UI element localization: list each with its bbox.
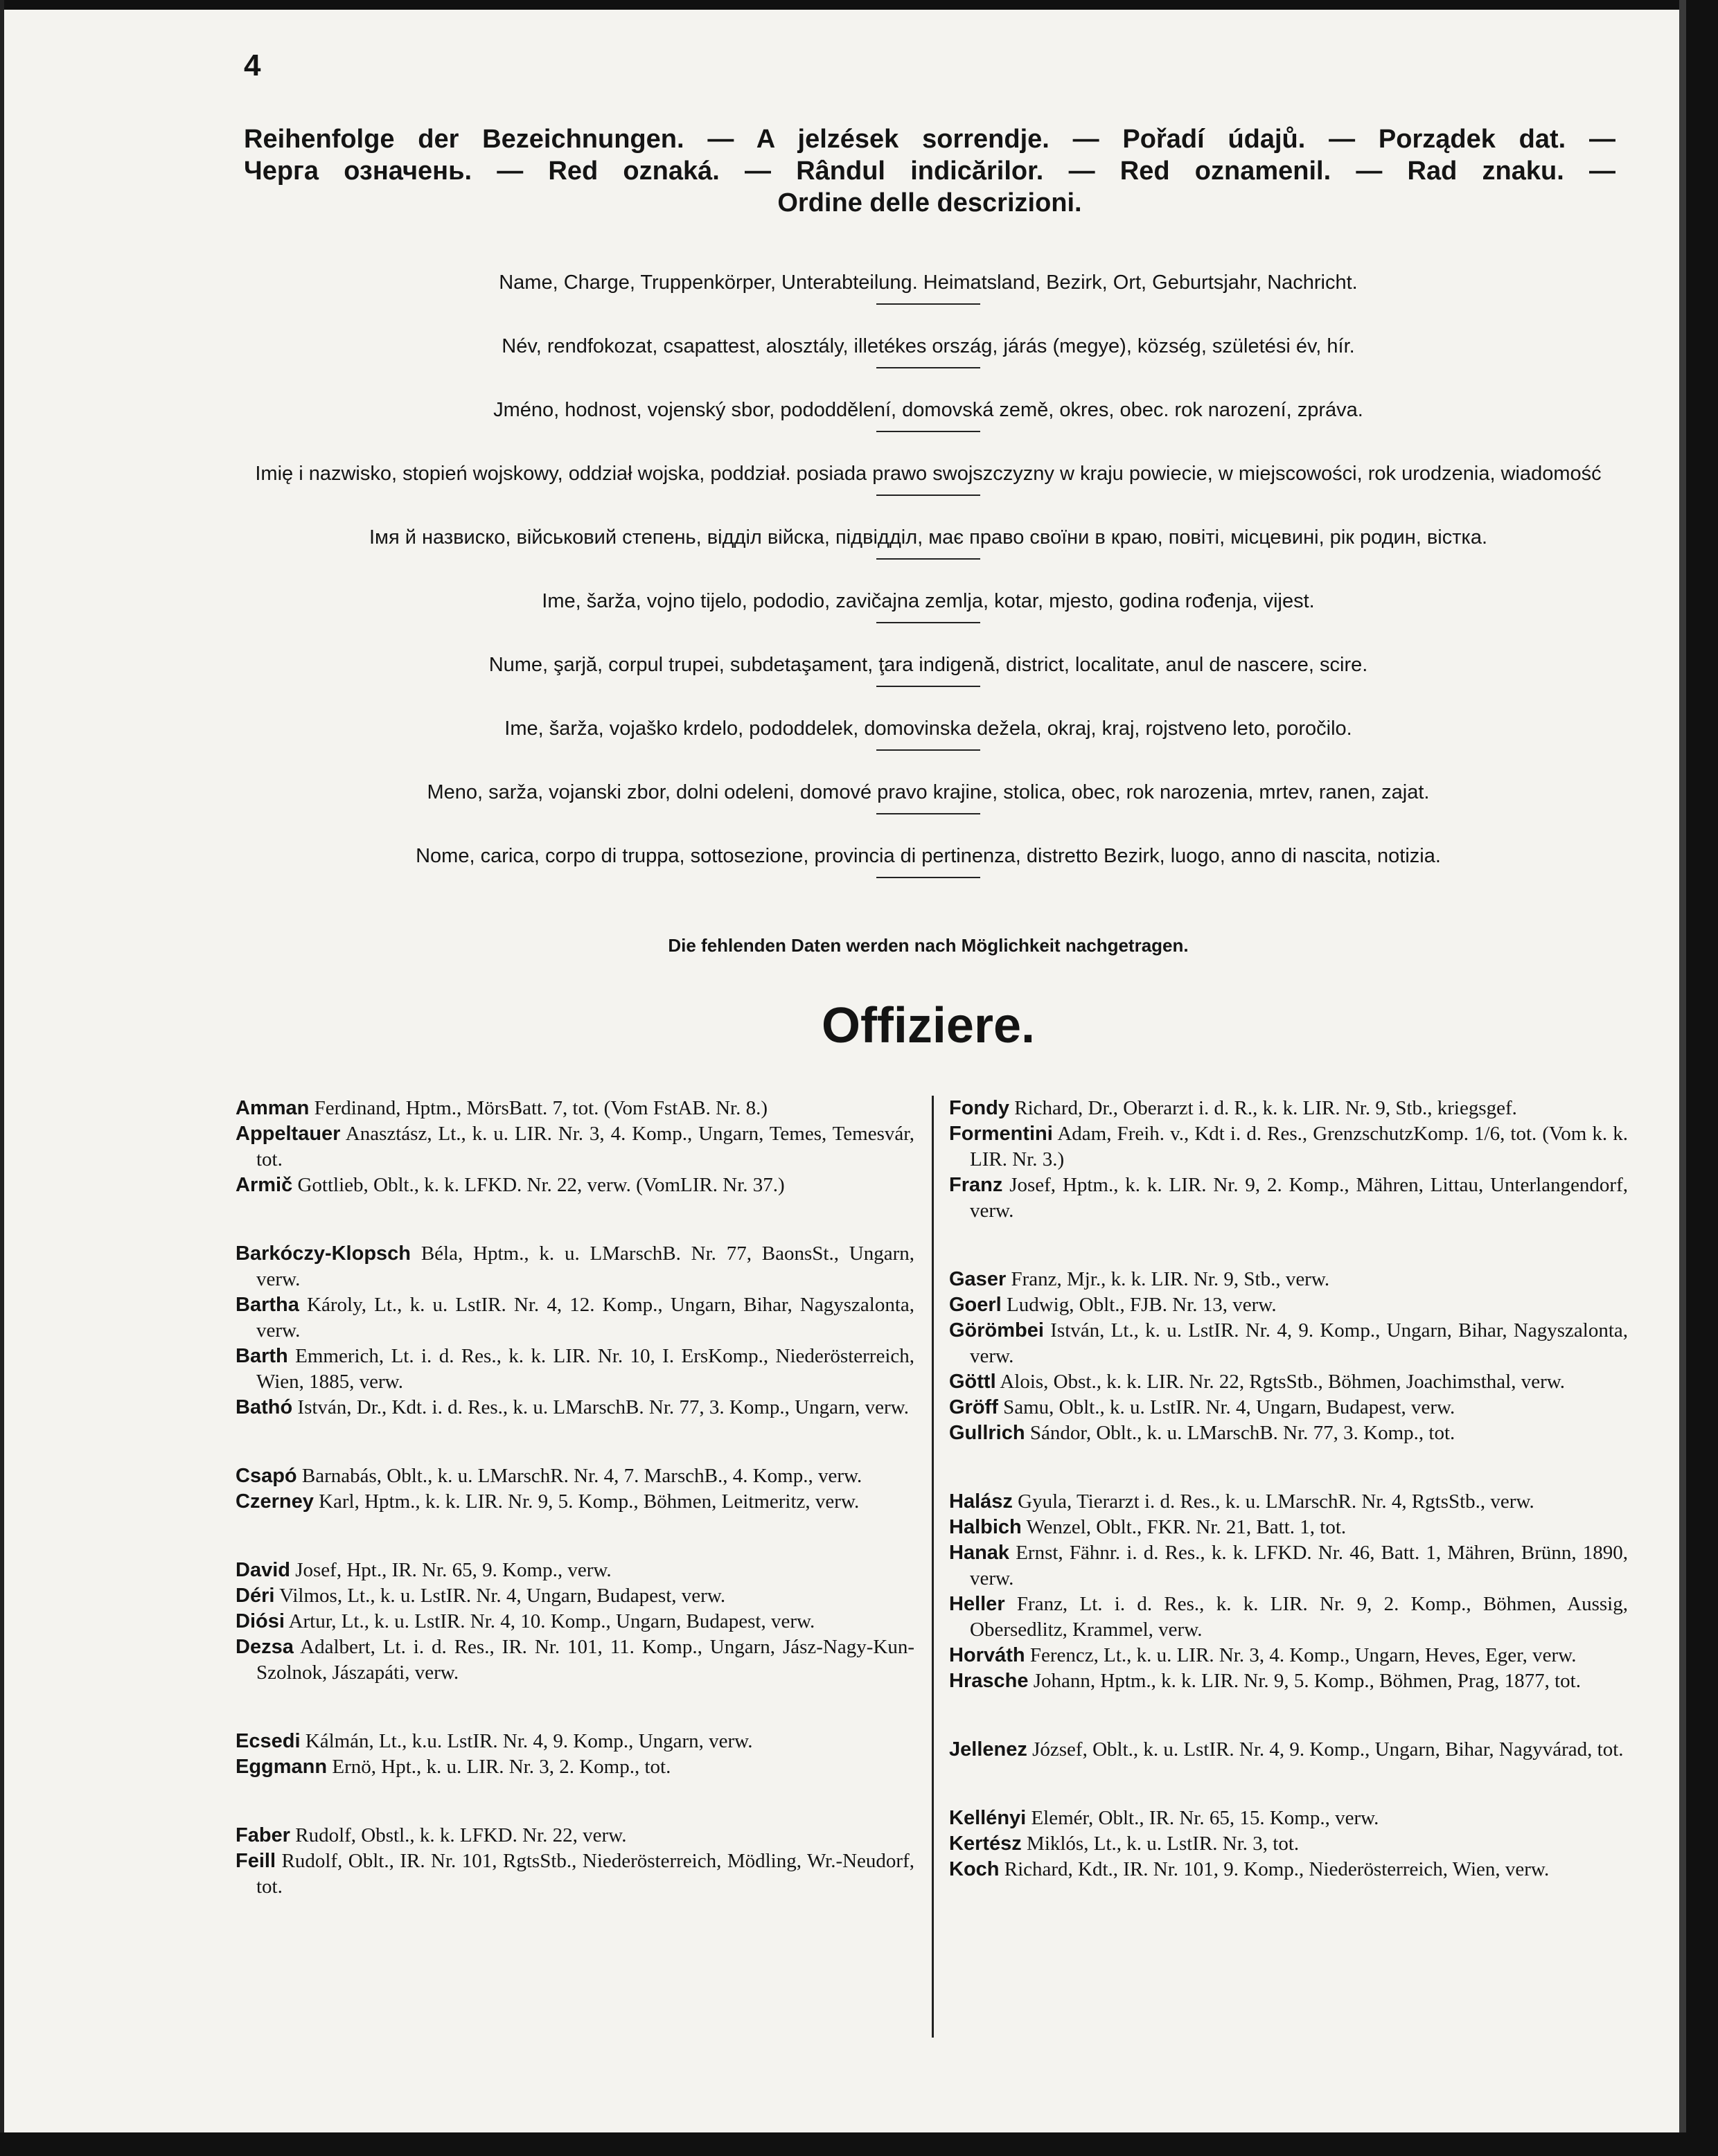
separator-rule	[876, 431, 980, 432]
separator-rule	[876, 558, 980, 560]
officer-surname: Barth	[236, 1345, 288, 1367]
surname-group	[949, 1806, 1628, 1882]
right-column	[949, 1096, 1628, 1925]
surname-group	[236, 1558, 914, 1686]
surname-group	[236, 1823, 914, 1900]
officer-entry	[949, 1857, 1628, 1882]
officer-details: Elemér, Oblt., IR. Nr. 65, 15. Komp., verw.	[1031, 1807, 1379, 1829]
officer-details: Béla, Hptm., k. u. LMarschB. Nr. 77, BaonsSt., Ungarn, verw.	[256, 1242, 915, 1290]
officer-surname: Czerney	[236, 1490, 314, 1513]
officer-surname: Gaser	[949, 1268, 1007, 1290]
officer-entry	[236, 1558, 914, 1583]
officer-surname: Hanak	[949, 1542, 1010, 1564]
officer-entry	[236, 1583, 914, 1609]
officer-details: Richard, Dr., Oberarzt i. d. R., k. k. LIR. Nr. 9, Stb., kriegsgef.	[1014, 1097, 1517, 1119]
officer-surname: Halbich	[949, 1516, 1022, 1538]
officer-details: Alois, Obst., k. k. LIR. Nr. 22, RgtsStb., Böhmen, Joachimsthal, verw.	[1000, 1371, 1566, 1393]
officer-entry	[236, 1609, 914, 1634]
legend-entry-ruthenian: Імя й назвиско, військовий степень, відділ війска, підвідділ, має право своїни в краю, повіті, місцевині, рік родин, вістка.	[369, 526, 1488, 549]
officer-surname: Franz	[949, 1174, 1003, 1196]
surname-group	[236, 1729, 914, 1780]
officer-details: Gottlieb, Oblt., k. k. LFKD. Nr. 22, verw. (VomLIR. Nr. 37.)	[297, 1174, 785, 1196]
officer-details: Samu, Oblt., k. u. LstIR. Nr. 4, Ungarn, Budapest, verw.	[1003, 1396, 1455, 1418]
officer-surname: Horváth	[949, 1644, 1025, 1666]
officer-details: Adam, Freih. v., Kdt i. d. Res., GrenzschutzKomp. 1/6, tot. (Vom k. k. LIR. Nr. 3.)	[970, 1123, 1628, 1170]
officer-entry	[236, 1463, 914, 1489]
officer-details: Sándor, Oblt., k. u. LMarschB. Nr. 77, 3. Komp., tot.	[1029, 1422, 1455, 1444]
officer-surname: Formentini	[949, 1123, 1053, 1145]
officer-entry	[949, 1420, 1628, 1446]
missing-data-note: Die fehlenden Daten werden nach Möglichkeit nachgetragen.	[668, 935, 1189, 956]
officer-details: Richard, Kdt., IR. Nr. 101, 9. Komp., Niederösterreich, Wien, verw.	[1004, 1858, 1550, 1880]
legend-entry-italian: Nome, carica, corpo di truppa, sottosezione, provincia di pertinenza, distretto Bezirk, luogo, anno di nascita, notizia.	[416, 845, 1441, 867]
page-number: 4	[244, 48, 261, 82]
surname-group	[236, 1096, 914, 1198]
legend-entry-slovene: Ime, šarža, vojaško krdelo, pododdelek, domovinska dežela, okraj, kraj, rojstveno leto, poročilo.	[504, 718, 1352, 740]
officer-surname: Amman	[236, 1097, 310, 1119]
officer-entry	[236, 1292, 914, 1344]
officer-details: Artur, Lt., k. u. LstIR. Nr. 4, 10. Komp., Ungarn, Budapest, verw.	[288, 1610, 815, 1632]
section-title: Offiziere.	[821, 998, 1036, 1053]
legend-entry-polish: Imię i nazwisko, stopień wojskowy, oddział wojska, poddział. posiada prawo swojszczyzny w kraju powiecie, w miejscowości, rok urodzenia, wiadomość	[255, 463, 1602, 485]
officer-surname: Bathó	[236, 1396, 293, 1418]
officer-details: Ferdinand, Hptm., MörsBatt. 7, tot. (Vom FstAB. Nr. 8.)	[314, 1097, 768, 1119]
legend-entry-romanian: Nume, şarjă, corpul trupei, subdetaşament, ţara indigenă, district, localitate, anul de nascere, scire.	[488, 654, 1368, 676]
officer-details: István, Dr., Kdt. i. d. Res., k. u. LMarschB. Nr. 77, 3. Komp., Ungarn, verw.	[297, 1396, 909, 1418]
officer-surname: Goerl	[949, 1294, 1002, 1316]
officer-details: Rudolf, Oblt., IR. Nr. 101, RgtsStb., Niederösterreich, Mödling, Wr.-Neudorf, tot.	[256, 1850, 914, 1898]
officer-details: Karl, Hptm., k. k. LIR. Nr. 9, 5. Komp., Böhmen, Leitmeritz, verw.	[319, 1490, 860, 1513]
heading-line: Ordine delle descrizioni.	[777, 188, 1082, 217]
officer-surname: Appeltauer	[236, 1123, 341, 1145]
officer-details: Johann, Hptm., k. k. LIR. Nr. 9, 5. Komp., Böhmen, Prag, 1877, tot.	[1033, 1670, 1581, 1692]
officer-entry	[236, 1173, 914, 1198]
officer-entry	[236, 1241, 914, 1292]
legend-entry-croatian: Ime, šarža, vojno tijelo, pododio, zavičajna zemlja, kotar, mjesto, godina rođenja, vijest.	[542, 590, 1315, 612]
surname-group	[949, 1267, 1628, 1446]
officer-surname: Gullrich	[949, 1422, 1025, 1444]
officer-surname: Fondy	[949, 1097, 1009, 1119]
separator-rule	[876, 686, 980, 687]
officer-surname: Kertész	[949, 1833, 1022, 1855]
left-column	[236, 1096, 914, 1943]
officer-details: Kálmán, Lt., k.u. LstIR. Nr. 4, 9. Komp., Ungarn, verw.	[305, 1730, 753, 1752]
legend-entry-slovak: Meno, sarža, vojanski zbor, dolni odeleni, domové pravo krajine, stolica, obec, rok narozenia, mrtev, ranen, zajat.	[427, 781, 1430, 803]
officer-surname: Kellényi	[949, 1807, 1027, 1829]
officer-entry	[949, 1318, 1628, 1369]
officer-surname: Görömbei	[949, 1319, 1044, 1342]
officer-details: Franz, Lt. i. d. Res., k. k. LIR. Nr. 9, 2. Komp., Böhmen, Aussig, Obersedlitz, Krammel, verw.	[970, 1593, 1628, 1641]
officer-list	[236, 1096, 1628, 2065]
multilingual-heading	[244, 123, 1615, 219]
column-divider	[932, 1096, 934, 2038]
officer-surname: Feill	[236, 1850, 276, 1872]
officer-entry	[949, 1540, 1628, 1592]
scan-border-right-inner	[1679, 0, 1686, 2156]
surname-group	[949, 1737, 1628, 1763]
officer-details: Josef, Hpt., IR. Nr. 65, 9. Komp., verw.	[295, 1559, 612, 1581]
officer-entry	[949, 1489, 1628, 1515]
officer-surname: Gröff	[949, 1396, 998, 1418]
legend-entry-german: Name, Charge, Truppenkörper, Unterabteilung. Heimatsland, Bezirk, Ort, Geburtsjahr, Nachricht.	[499, 271, 1358, 294]
officer-details: Ernö, Hpt., k. u. LIR. Nr. 3, 2. Komp., tot.	[332, 1756, 671, 1778]
surname-group	[236, 1463, 914, 1515]
officer-entry	[949, 1121, 1628, 1173]
officer-entry	[236, 1729, 914, 1754]
legend-entry-czech: Jméno, hodnost, vojenský sbor, pododdělení, domovská země, okres, obec. rok narození, zpráva.	[493, 399, 1363, 421]
officer-surname: Heller	[949, 1593, 1005, 1615]
legend-entry-hungarian: Név, rendfokozat, csapattest, alosztály, illetékes ország, járás (megye), község, születési év, hír.	[502, 335, 1355, 357]
officer-surname: Bartha	[236, 1294, 299, 1316]
officer-details: Miklós, Lt., k. u. LstIR. Nr. 3, tot.	[1027, 1833, 1300, 1855]
separator-rule	[876, 749, 980, 751]
scan-border-top	[0, 0, 1718, 10]
officer-surname: Göttl	[949, 1371, 996, 1393]
officer-details: Josef, Hptm., k. k. LIR. Nr. 9, 2. Komp., Mähren, Littau, Unterlangendorf, verw.	[970, 1174, 1629, 1222]
officer-surname: Csapó	[236, 1465, 297, 1487]
officer-entry	[949, 1395, 1628, 1420]
officer-entry	[949, 1267, 1628, 1292]
officer-entry	[949, 1292, 1628, 1318]
officer-details: Franz, Mjr., k. k. LIR. Nr. 9, Stb., verw.	[1011, 1268, 1330, 1290]
surname-group	[949, 1489, 1628, 1694]
scan-border-bottom	[0, 2132, 1718, 2156]
officer-surname: Halász	[949, 1490, 1013, 1513]
officer-details: Wenzel, Oblt., FKR. Nr. 21, Batt. 1, tot.	[1026, 1516, 1347, 1538]
heading-line: Черга означень. — Red oznaká. — Rândul indicărilor. — Red oznamenil. — Rad znaku. —	[244, 157, 1615, 186]
separator-rule	[876, 622, 980, 623]
officer-details: Ernst, Fähnr. i. d. Res., k. k. LFKD. Nr. 46, Batt. 1, Mähren, Brünn, 1890, verw.	[970, 1542, 1629, 1589]
officer-surname: Déri	[236, 1585, 275, 1607]
officer-entry	[236, 1823, 914, 1848]
officer-details: Rudolf, Obstl., k. k. LFKD. Nr. 22, verw.	[295, 1824, 627, 1846]
scan-border-left	[0, 0, 4, 2156]
officer-details: József, Oblt., k. u. LstIR. Nr. 4, 9. Komp., Ungarn, Bihar, Nagyvárad, tot.	[1032, 1738, 1624, 1761]
separator-rule	[876, 877, 980, 878]
officer-surname: Barkóczy-Klopsch	[236, 1242, 411, 1265]
officer-details: Adalbert, Lt. i. d. Res., IR. Nr. 101, 11. Komp., Ungarn, Jász-Nagy-Kun-Szolnok, Jászapáti, verw.	[256, 1636, 914, 1684]
officer-entry	[236, 1344, 914, 1395]
officer-entry	[236, 1096, 914, 1121]
field-order-legend	[236, 270, 1621, 907]
officer-details: Vilmos, Lt., k. u. LstIR. Nr. 4, Ungarn, Budapest, verw.	[279, 1585, 726, 1607]
officer-surname: Armič	[236, 1174, 293, 1196]
officer-entry	[236, 1489, 914, 1515]
officer-surname: Diósi	[236, 1610, 285, 1632]
officer-entry	[949, 1096, 1628, 1121]
officer-details: Gyula, Tierarzt i. d. Res., k. u. LMarschR. Nr. 4, RgtsStb., verw.	[1018, 1490, 1534, 1513]
officer-surname: David	[236, 1559, 290, 1581]
surname-group	[236, 1241, 914, 1420]
officer-entry	[236, 1121, 914, 1173]
officer-surname: Ecsedi	[236, 1730, 301, 1752]
officer-details: Ferencz, Lt., k. u. LIR. Nr. 3, 4. Komp., Ungarn, Heves, Eger, verw.	[1029, 1644, 1577, 1666]
officer-entry	[949, 1173, 1628, 1224]
officer-surname: Dezsa	[236, 1636, 294, 1658]
officer-surname: Faber	[236, 1824, 290, 1846]
officer-entry	[949, 1831, 1628, 1857]
officer-surname: Koch	[949, 1858, 1000, 1880]
officer-entry	[949, 1515, 1628, 1540]
officer-details: Emmerich, Lt. i. d. Res., k. k. LIR. Nr. 10, I. ErsKomp., Niederösterreich, Wien, 1885, verw.	[256, 1345, 915, 1393]
officer-entry	[949, 1592, 1628, 1643]
officer-entry	[236, 1634, 914, 1686]
separator-rule	[876, 367, 980, 368]
separator-rule	[876, 495, 980, 496]
officer-surname: Eggmann	[236, 1756, 328, 1778]
officer-details: Anasztász, Lt., k. u. LIR. Nr. 3, 4. Komp., Ungarn, Temes, Temesvár, tot.	[256, 1123, 914, 1170]
separator-rule	[876, 303, 980, 305]
officer-entry	[949, 1806, 1628, 1831]
officer-details: Ludwig, Oblt., FJB. Nr. 13, verw.	[1007, 1294, 1277, 1316]
officer-entry	[949, 1668, 1628, 1694]
officer-surname: Hrasche	[949, 1670, 1029, 1692]
officer-entry	[236, 1395, 914, 1420]
officer-entry	[236, 1848, 914, 1900]
officer-details: Károly, Lt., k. u. LstIR. Nr. 4, 12. Komp., Ungarn, Bihar, Nagyszalonta, verw.	[256, 1294, 915, 1342]
surname-group	[949, 1096, 1628, 1224]
scan-border-right	[1686, 0, 1718, 2156]
officer-entry	[949, 1737, 1628, 1763]
heading-line: Reihenfolge der Bezeichnungen. — A jelzések sorrendje. — Pořadí údajů. — Porządek dat. —	[244, 125, 1615, 154]
officer-surname: Jellenez	[949, 1738, 1027, 1761]
officer-entry	[949, 1369, 1628, 1395]
officer-details: Barnabás, Oblt., k. u. LMarschR. Nr. 4, 7. MarschB., 4. Komp., verw.	[301, 1465, 862, 1487]
officer-details: István, Lt., k. u. LstIR. Nr. 4, 9. Komp., Ungarn, Bihar, Nagyszalonta, verw.	[970, 1319, 1628, 1367]
officer-entry	[236, 1754, 914, 1780]
separator-rule	[876, 813, 980, 814]
officer-entry	[949, 1643, 1628, 1668]
